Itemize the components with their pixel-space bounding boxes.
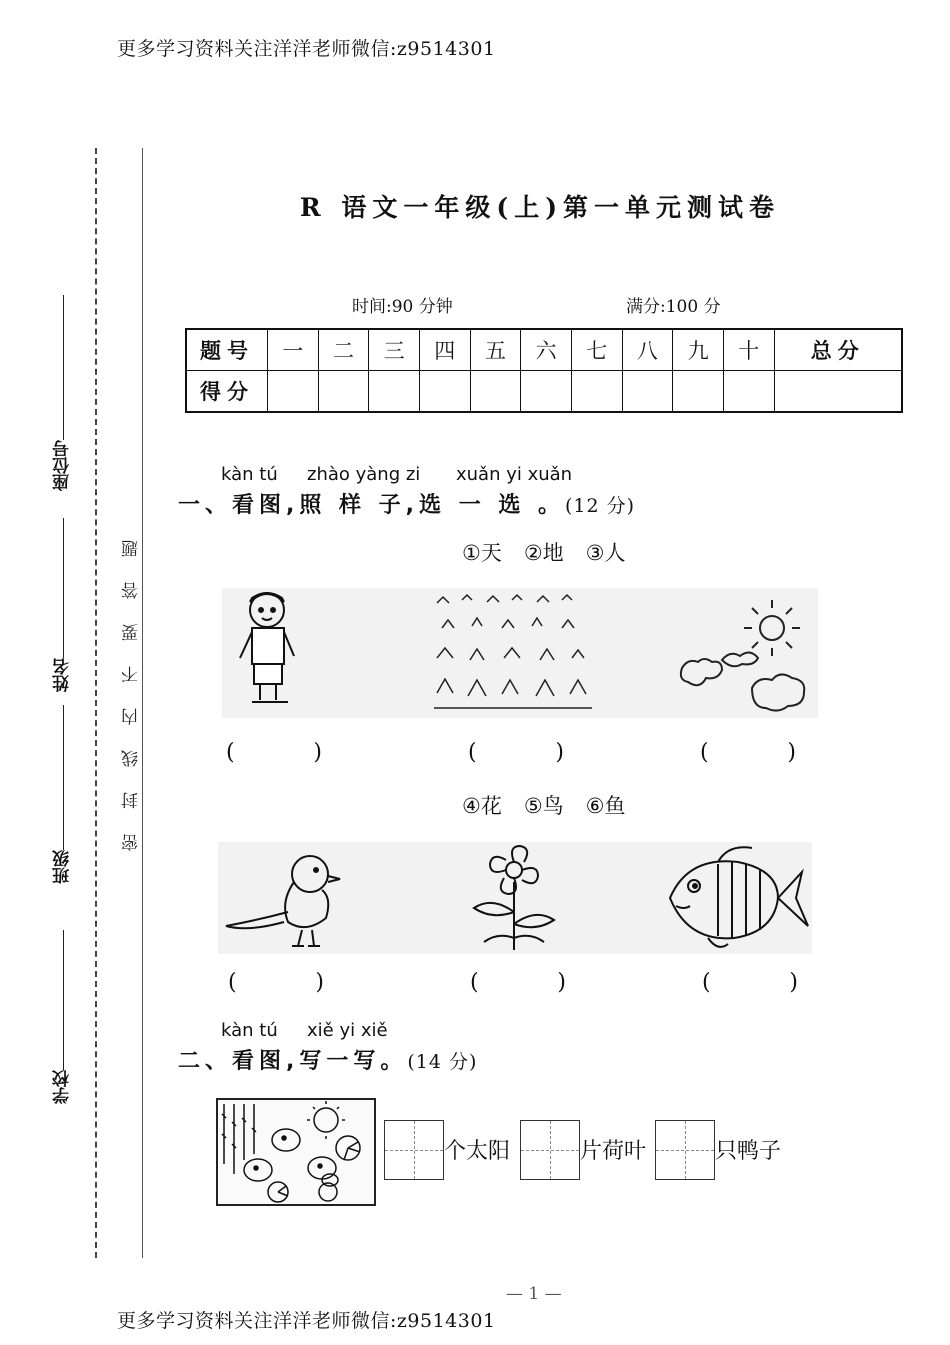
q2-pinyin-2: xiě yi xiě: [307, 1020, 388, 1041]
answer-blank-b3[interactable]: ( ): [702, 970, 798, 995]
name-label: 姓名: [53, 658, 73, 692]
score-col: 二: [318, 329, 369, 371]
name-fill-line: [63, 518, 64, 658]
score-cell[interactable]: [369, 371, 420, 413]
option-di: ②地: [523, 541, 564, 565]
score-cell[interactable]: [622, 371, 673, 413]
q2-score: (14 分): [407, 1051, 478, 1073]
q2-picture: [216, 1098, 376, 1206]
q1-pictures-a: [222, 588, 818, 718]
score-col: 十: [723, 329, 774, 371]
school-fill-line: [63, 930, 64, 1070]
fill-label-lotus: 片荷叶: [580, 1139, 647, 1164]
q1-heading: [178, 488, 635, 519]
score-table-row2-head: 得分: [186, 371, 268, 413]
seat-label: 座位号: [53, 440, 73, 491]
duck-icon: [244, 1129, 338, 1186]
full-score: 满分:100 分: [626, 297, 721, 317]
q2-heading: [178, 1044, 477, 1075]
binding-dashed-line: [95, 148, 97, 1258]
binding-notice: 密封线内不要答题: [122, 515, 142, 851]
fill-label-duck: 只鸭子: [715, 1139, 782, 1164]
class-label: 班级: [53, 850, 73, 884]
footer-note: 更多学习资料关注洋洋老师微信:z9514301: [117, 1310, 496, 1332]
school-label: 学校: [53, 1070, 73, 1104]
sun-icon: [307, 1101, 345, 1139]
lotus-leaf-icon: [268, 1136, 360, 1202]
willow-icon: [222, 1104, 256, 1174]
writing-box-2[interactable]: [520, 1120, 580, 1180]
score-col: 六: [521, 329, 572, 371]
q1-pinyin-1: kàn tú: [221, 464, 278, 485]
score-cell-total[interactable]: [774, 371, 902, 413]
score-cell[interactable]: [419, 371, 470, 413]
page-number: — 1 —: [506, 1284, 562, 1304]
score-col: 五: [470, 329, 521, 371]
q1-pinyin-3: xuǎn yi xuǎn: [456, 464, 573, 485]
score-table-score-row: [186, 371, 902, 413]
header-note: 更多学习资料关注洋洋老师微信:z9514301: [117, 38, 496, 60]
option-hua: ④花: [462, 794, 502, 818]
fish-icon: [670, 847, 808, 947]
score-cell[interactable]: [318, 371, 369, 413]
class-fill-line: [63, 705, 64, 850]
q1-options-b: [462, 790, 647, 820]
score-col: 九: [673, 329, 724, 371]
score-col: 七: [571, 329, 622, 371]
fill-label-sun: 个太阳: [444, 1139, 511, 1164]
time-limit: 时间:90 分钟: [352, 297, 453, 317]
writing-box-3[interactable]: [655, 1120, 715, 1180]
score-col-total: 总分: [774, 329, 902, 371]
score-cell[interactable]: [673, 371, 724, 413]
score-table: [185, 328, 903, 413]
option-ren: ③人: [585, 541, 626, 565]
q1-options-a: [462, 537, 647, 567]
score-cell[interactable]: [268, 371, 319, 413]
option-tian: ①天: [462, 541, 502, 565]
seat-fill-line: [63, 295, 64, 440]
score-col: 一: [268, 329, 319, 371]
option-niao: ⑤鸟: [523, 794, 564, 818]
grass-icon: [434, 595, 592, 708]
score-table-row1-head: 题号: [186, 329, 268, 371]
score-col: 八: [622, 329, 673, 371]
score-col: 三: [369, 329, 420, 371]
score-col: 四: [419, 329, 470, 371]
answer-blank-a3[interactable]: ( ): [700, 740, 796, 765]
score-cell[interactable]: [521, 371, 572, 413]
sky-icon: [681, 600, 804, 711]
flower-icon: [474, 846, 554, 950]
answer-blank-a2[interactable]: ( ): [468, 740, 564, 765]
q1-pinyin-2: zhào yàng zi: [307, 464, 421, 485]
bird-icon: [226, 856, 340, 946]
answer-blank-b1[interactable]: ( ): [228, 970, 324, 995]
score-table-header-row: [186, 329, 902, 371]
score-cell[interactable]: [571, 371, 622, 413]
score-cell[interactable]: [723, 371, 774, 413]
boy-icon: [240, 593, 294, 702]
answer-blank-b2[interactable]: ( ): [470, 970, 566, 995]
q1-pictures-b: [218, 842, 812, 954]
q2-pinyin-1: kàn tú: [221, 1020, 278, 1041]
option-yu: ⑥鱼: [585, 794, 626, 818]
q1-score: (12 分): [565, 495, 636, 517]
q1-title: 一、看图,照 样 子,选 一 选 。: [178, 493, 566, 518]
answer-blank-a1[interactable]: ( ): [226, 740, 322, 765]
score-cell[interactable]: [470, 371, 521, 413]
q2-title: 二、看图,写一写。: [178, 1049, 408, 1074]
writing-box-1[interactable]: [384, 1120, 444, 1180]
page-title: R 语文一年级(上)第一单元测试卷: [299, 193, 781, 222]
